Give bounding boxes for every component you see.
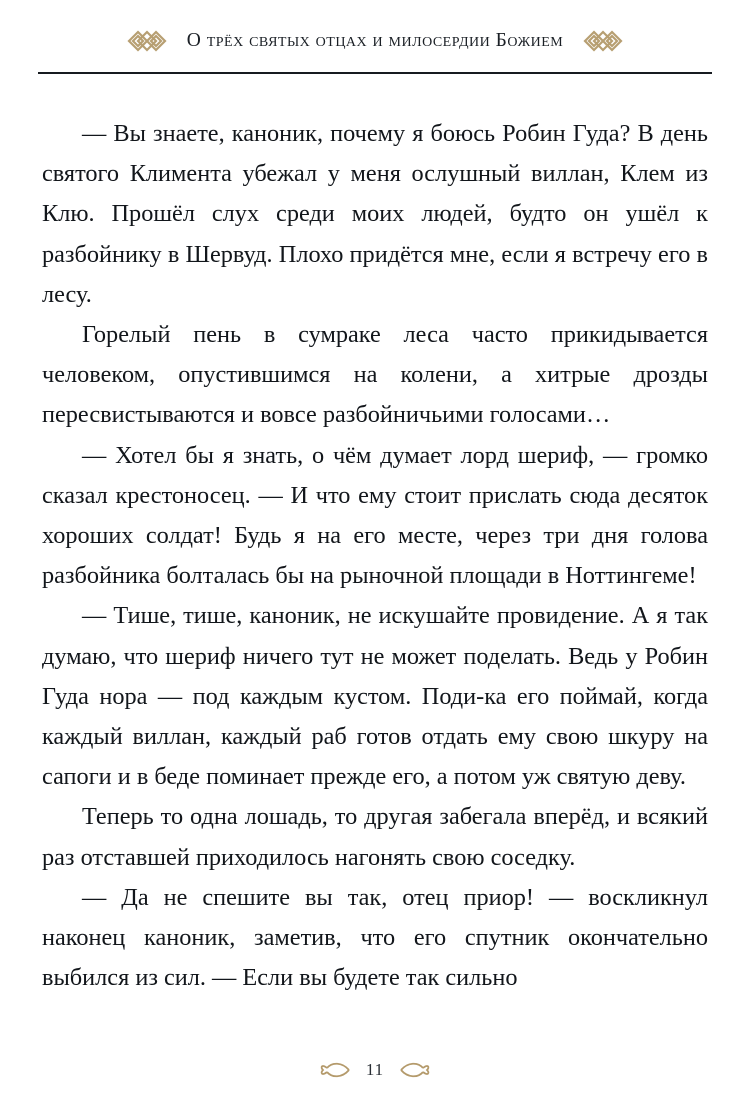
leaf-flourish-ornament-left xyxy=(318,1059,352,1081)
paragraph: Горелый пень в сумраке леса часто прикидывается человеком, опустившимся на колени, а хитрые дрозды пересвистываются и вовсе разбойничьими голосами… xyxy=(42,321,708,429)
header-divider xyxy=(38,72,712,74)
page-body xyxy=(36,114,714,998)
paragraph: — Хотел бы я знать, о чём думает лорд шериф, — громко сказал крестоносец. — И что ему стоит прислать сюда десяток хороших солдат! Будь я на его месте, через три дня голова разбойника болталась бы на рыночной площади в Ноттингеме! xyxy=(42,441,708,590)
celtic-knot-ornament-right xyxy=(581,28,625,54)
leaf-flourish-ornament-right xyxy=(398,1059,432,1081)
paragraph: — Тише, тише, каноник, не искушайте провидение. А я так думаю, что шериф ничего тут не может поделать. Ведь у Робин Гуда нора — под каждым кустом. Поди-ка его поймай, когда каждый виллан, каждый раб готов отдать ему свою шкуру на сапоги и в беде поминает прежде его, а потом уж святую деву. xyxy=(42,602,708,791)
paragraph: — Да не спешите вы так, отец приор! — воскликнул наконец каноник, заметив, что его спутник окончательно выбился из сил. — Если вы будете так сильно xyxy=(42,883,708,992)
page-number: 11 xyxy=(365,1060,385,1079)
celtic-knot-ornament-left xyxy=(125,28,169,54)
running-head xyxy=(36,0,714,72)
paragraph: — Вы знаете, каноник, почему я боюсь Робин Гуда? В день святого Климента убежал у меня ослушный виллан, Клем из Клю. Прошёл слух среди моих людей, будто он ушёл к разбойнику в Шервуд. Плохо придётся мне, если я встречу его в лесу. xyxy=(42,120,708,308)
paragraph: Теперь то одна лошадь, то другая забегала вперёд, и всякий раз отставшей приходилось нагонять свою соседку. xyxy=(42,803,708,871)
page-footer xyxy=(0,1059,750,1081)
page-title: О трёх святых отцах и милосердии Божием xyxy=(186,30,564,51)
